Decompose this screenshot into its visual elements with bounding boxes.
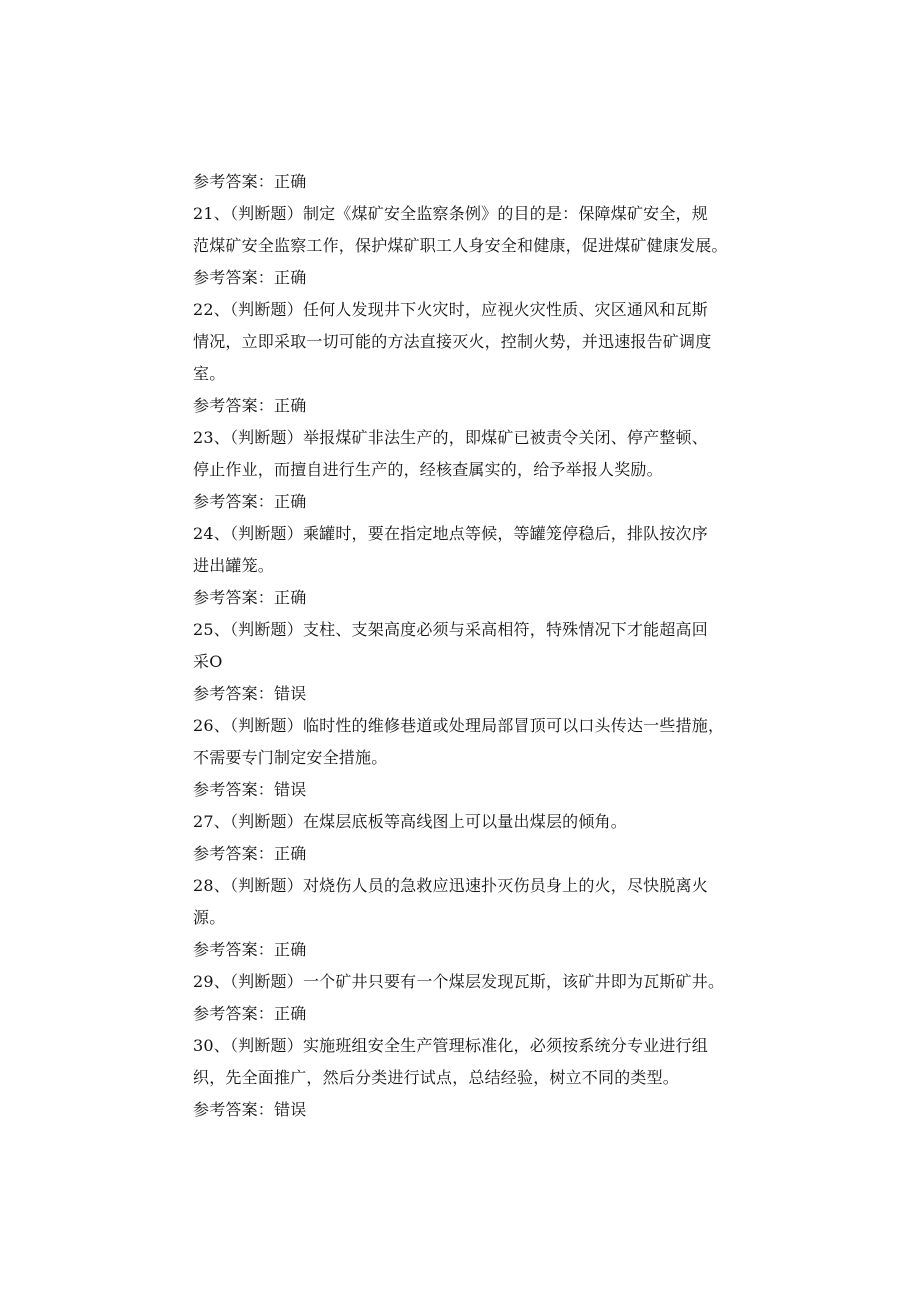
- question-28-line-1: 28、（判断题）对烧伤人员的急救应迅速扑灭伤员身上的火，尽快脱离火: [193, 876, 708, 895]
- answer-27: 参考答案：正确: [193, 844, 307, 863]
- question-26-line-1: 26、（判断题）临时性的维修巷道或处理局部冒顶可以口头传达一些措施，: [193, 716, 725, 735]
- answer-30: 参考答案：错误: [193, 1100, 307, 1119]
- question-28-line-2: 源。: [193, 908, 226, 927]
- question-27-line-1: 27、（判断题）在煤层底板等高线图上可以量出煤层的倾角。: [193, 812, 627, 831]
- question-22-line-3: 室。: [193, 364, 226, 383]
- question-22-line-2: 情况，立即采取一切可能的方法直接灭火，控制火势，并迅速报告矿调度: [193, 332, 712, 351]
- answer-26: 参考答案：错误: [193, 780, 307, 799]
- question-29-line-1: 29、（判断题）一个矿井只要有一个煤层发现瓦斯，该矿井即为瓦斯矿井。: [193, 972, 725, 991]
- answer-28: 参考答案：正确: [193, 940, 307, 959]
- question-21-line-2: 范煤矿安全监察工作，保护煤矿职工人身安全和健康，促进煤矿健康发展。: [193, 236, 728, 255]
- question-23-line-1: 23、（判断题）举报煤矿非法生产的，即煤矿已被责令关闭、停产整顿、: [193, 428, 708, 447]
- answer-25: 参考答案：错误: [193, 684, 307, 703]
- question-22-line-1: 22、（判断题）任何人发现井下火灾时，应视火灾性质、灾区通风和瓦斯: [193, 300, 708, 319]
- question-24-line-1: 24、（判断题）乘罐时，要在指定地点等候，等罐笼停稳后，排队按次序: [193, 524, 708, 543]
- question-24-line-2: 进出罐笼。: [193, 556, 275, 575]
- answer-29: 参考答案：正确: [193, 1004, 307, 1023]
- question-30-line-1: 30、（判断题）实施班组安全生产管理标准化，必须按系统分专业进行组: [193, 1036, 708, 1055]
- answer-line: 参考答案：正确: [193, 172, 307, 191]
- question-25-line-1: 25、（判断题）支柱、支架高度必须与采高相符，特殊情况下才能超高回: [193, 620, 708, 639]
- question-21-line-1: 21、（判断题）制定《煤矿安全监察条例》的目的是：保障煤矿安全，规: [193, 204, 708, 223]
- question-26-line-2: 不需要专门制定安全措施。: [193, 748, 388, 767]
- question-25-line-2: 采O: [193, 652, 223, 671]
- answer-22: 参考答案：正确: [193, 396, 307, 415]
- question-30-line-2: 织，先全面推广，然后分类进行试点，总结经验，树立不同的类型。: [193, 1068, 680, 1087]
- document-body: [193, 166, 753, 1126]
- answer-24: 参考答案：正确: [193, 588, 307, 607]
- answer-23: 参考答案：正确: [193, 492, 307, 511]
- question-23-line-2: 停止作业，而擅自进行生产的，经核查属实的，给予举报人奖励。: [193, 460, 663, 479]
- answer-21: 参考答案：正确: [193, 268, 307, 287]
